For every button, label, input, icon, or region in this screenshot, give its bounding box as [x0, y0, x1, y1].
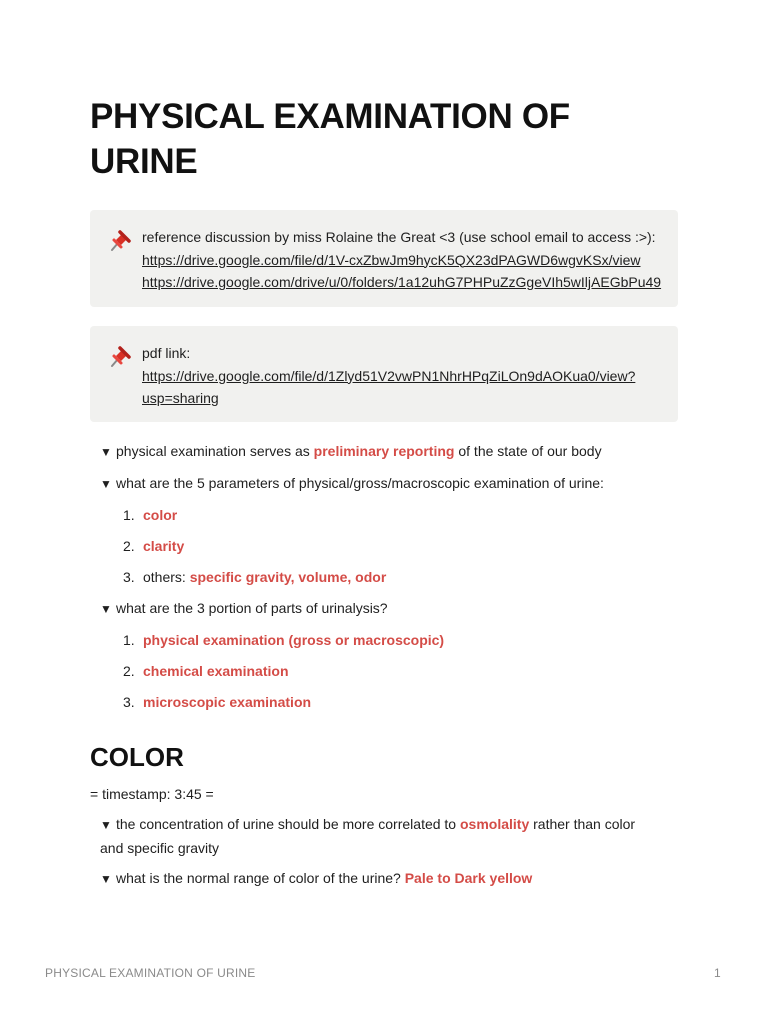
reference-callout [90, 210, 678, 307]
pushpin-icon [106, 344, 132, 370]
pdf-link[interactable] [142, 365, 678, 410]
page-title: PHYSICAL EXAMINATION OF URINE [90, 97, 570, 181]
toggle-preliminary[interactable]: ▼ physical examination serves as preliminary reporting of the state of our body [100, 440, 670, 464]
list-item: 3. others: specific gravity, volume, odor [123, 569, 387, 585]
toggle-triangle-icon[interactable]: ▼ [100, 477, 112, 491]
list-item: 2. clarity [123, 538, 185, 554]
list-item: 3. microscopic examination [123, 694, 312, 710]
pushpin-icon [106, 228, 132, 254]
page-number: 1 [714, 966, 721, 980]
toggle-normal-color[interactable]: ▼ what is the normal range of color of the urine? Pale to Dark yellow [100, 867, 670, 891]
toggle-parameters[interactable]: ▼ what are the 5 parameters of physical/gross/macroscopic examination of urine: [100, 472, 670, 496]
toggle-osmolality[interactable]: ▼ the concentration of urine should be more correlated to osmolality rather than color and specific gravity [100, 816, 636, 856]
list-item: 1. physical examination (gross or macroscopic) [123, 632, 445, 648]
callout-text: pdf link: [142, 345, 191, 361]
drive-folder-link[interactable]: https://drive.google.com/drive/u/0/folders/1a12uhG7PHPuZzGgeVIh5wIljAEGbPu49 [142, 274, 662, 290]
callout-text: reference discussion by miss Rolaine the Great <3 (use school email to access :>): [142, 229, 656, 245]
pdf-link-line2: usp=sharing [142, 390, 219, 406]
toggle-triangle-icon[interactable]: ▼ [100, 602, 112, 616]
toggle-triangle-icon[interactable]: ▼ [100, 872, 112, 886]
toggle-triangle-icon[interactable]: ▼ [100, 818, 112, 832]
drive-file-link[interactable]: https://drive.google.com/file/d/1V-cxZbwJm9hycK5QX23dPAGWD6wgvKSx/view [142, 251, 641, 268]
toggle-triangle-icon[interactable]: ▼ [100, 445, 112, 459]
pdf-callout [90, 326, 678, 422]
timestamp-text: = timestamp: 3:45 = [90, 786, 214, 802]
footer-title: PHYSICAL EXAMINATION OF URINE [45, 966, 256, 980]
toggle-urinalysis-parts[interactable]: ▼ what are the 3 portion of parts of urinalysis? [100, 597, 670, 621]
list-item: 2. chemical examination [123, 663, 289, 679]
pdf-link-line1: https://drive.google.com/file/d/1Zlyd51V2vwPN1NhrHPqZiLOn9dAOKua0/view? [142, 367, 636, 384]
section-heading-color: COLOR [90, 742, 184, 772]
list-item: 1. color [123, 507, 178, 523]
